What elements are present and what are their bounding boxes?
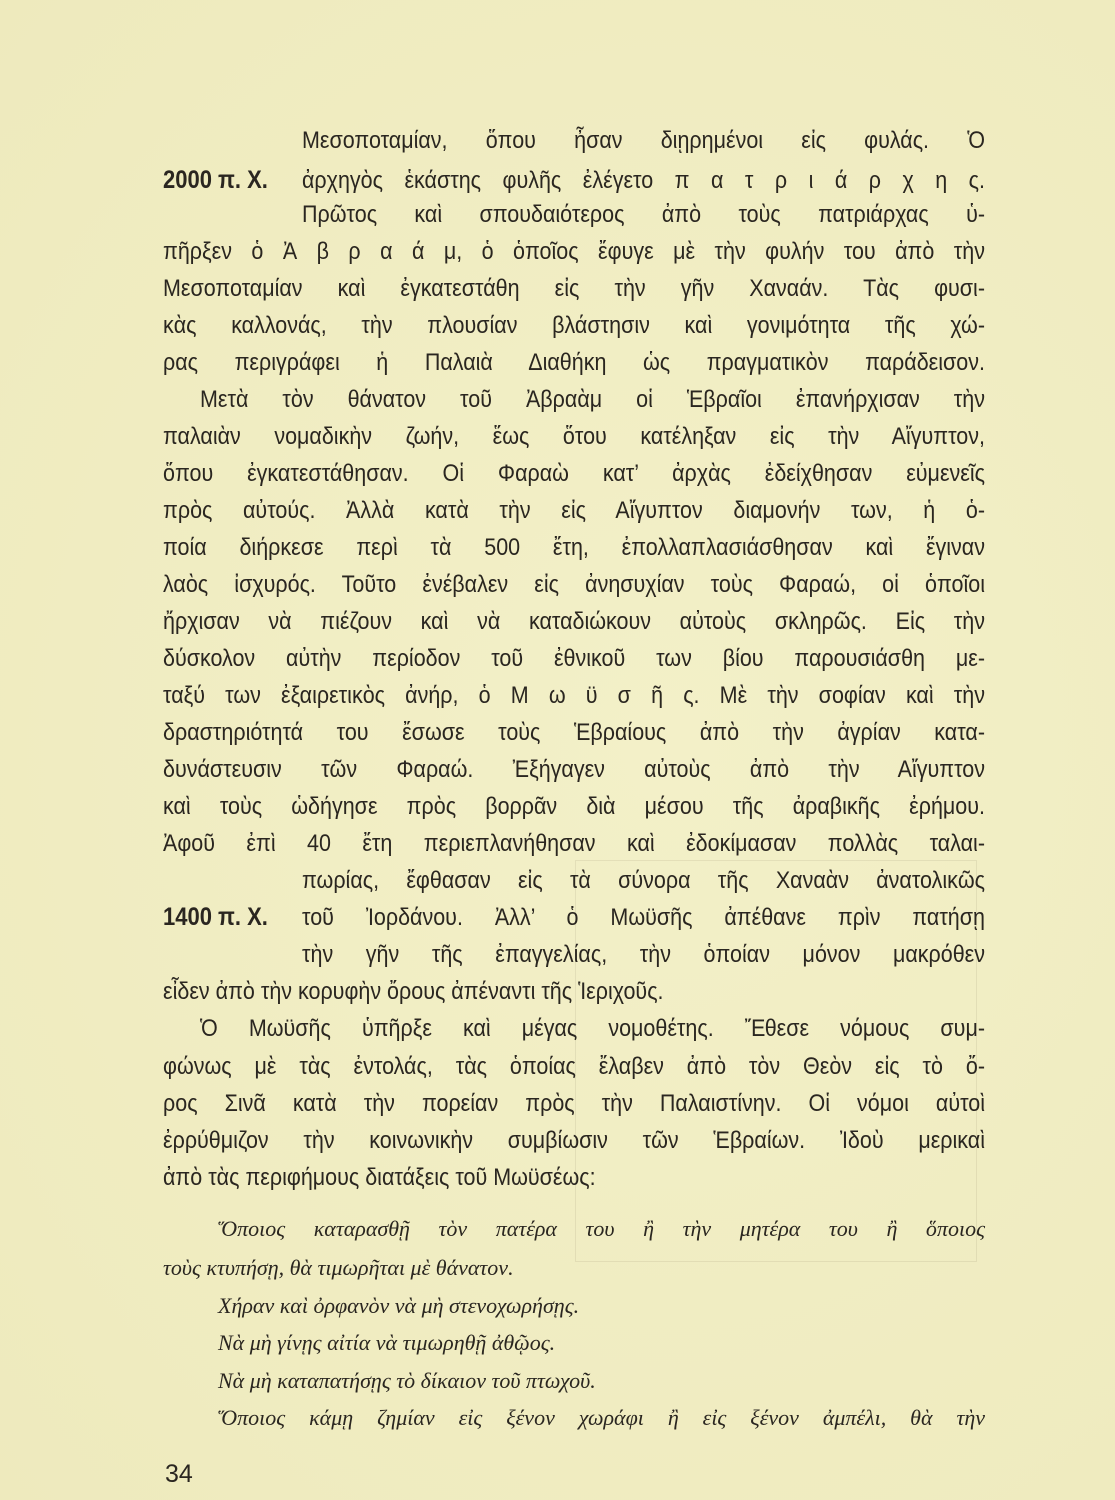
text-line: λαὸς ἰσχυρός. Τοῦτο ἐνέβαλεν εἰς ἀνησυχίαν τοὺς Φαραώ, οἱ ὁποῖοι: [163, 570, 985, 598]
law-quote-line: Νὰ μὴ γίνῃς αἰτία νὰ τιμωρηθῇ ἀθῷος.: [218, 1330, 556, 1355]
text-line: ποία διήρκεσε περὶ τὰ 500 ἔτη, ἐπολλαπλασιάσθησαν καὶ ἔγιναν: [163, 533, 985, 561]
text-line: Μεσοποταμίαν καὶ ἐγκατεστάθη εἰς τὴν γῆν Χαναάν. Τὰς φυσι-: [163, 274, 985, 302]
text-line: Μετὰ τὸν θάνατον τοῦ Ἀβραὰμ οἱ Ἑβραῖοι ἐπανήρχισαν τὴν: [200, 385, 985, 413]
text-line: Πρῶτος καὶ σπουδαιότερος ἀπὸ τοὺς πατριάρχας ὑ-: [302, 200, 985, 228]
text-line: εἶδεν ἀπὸ τὴν κορυφὴν ὄρους ἀπέναντι τῆς Ἱεριχοῦς.: [163, 977, 664, 1005]
text-line: παλαιὰν νομαδικὴν ζωήν, ἕως ὅτου κατέληξαν εἰς τὴν Αἴγυπτον,: [163, 422, 985, 450]
text-line: τὴν γῆν τῆς ἐπαγγελίας, τὴν ὁποίαν μόνον μακρόθεν: [302, 940, 985, 968]
law-quote-line: Νὰ μὴ καταπατήσῃς τὸ δίκαιον τοῦ πτωχοῦ.: [218, 1368, 596, 1393]
margin-note-date: 1400 π. Χ.: [163, 902, 268, 931]
text-line: ἤρχισαν νὰ πιέζουν καὶ νὰ καταδιώκουν αὐτοὺς σκληρῶς. Εἰς τὴν: [163, 607, 985, 635]
text-line: Μεσοποταμίαν, ὅπου ἦσαν διῃρημένοι εἰς φυλάς. Ὁ: [302, 126, 985, 154]
text-line: πωρίας, ἔφθασαν εἰς τὰ σύνορα τῆς Χαναὰν ἀνατολικῶς: [302, 866, 985, 894]
text-line: τοῦ Ἰορδάνου. Ἀλλ’ ὁ Μωϋσῆς ἀπέθανε πρὶν πατήσῃ: [302, 903, 985, 931]
margin-note-date: 2000 π. Χ.: [163, 165, 268, 194]
text-line: δραστηριότητά του ἔσωσε τοὺς Ἑβραίους ἀπὸ τὴν ἀγρίαν κατα-: [163, 718, 985, 746]
text-line: δυνάστευσιν τῶν Φαραώ. Ἐξήγαγεν αὐτοὺς ἀπὸ τὴν Αἴγυπτον: [163, 755, 985, 783]
law-quote-line: τοὺς κτυπήσῃ, θὰ τιμωρῆται μὲ θάνατον.: [163, 1255, 514, 1280]
law-quote-line: Χήραν καὶ ὀρφανὸν νὰ μὴ στενοχωρήσῃς.: [218, 1293, 580, 1318]
page-number: 34: [165, 1460, 193, 1488]
text-line: Ἀφοῦ ἐπὶ 40 ἔτη περιεπλανήθησαν καὶ ἐδοκίμασαν πολλὰς ταλαι-: [163, 829, 985, 857]
text-line: ρας περιγράφει ἡ Παλαιὰ Διαθήκη ὡς πραγματικὸν παράδεισον.: [163, 348, 985, 376]
text-line: καὶ τοὺς ὡδήγησε πρὸς βορρᾶν διὰ μέσου τῆς ἀραβικῆς ἐρήμου.: [163, 792, 985, 820]
text-line: Ὁ Μωϋσῆς ὑπῆρξε καὶ μέγας νομοθέτης. Ἔθεσε νόμους συμ-: [200, 1014, 985, 1042]
law-quote-line: Ὅποιος κάμῃ ζημίαν εἰς ξένον χωράφι ἢ εἰς ξένον ἀμπέλι, θὰ τὴν: [218, 1405, 985, 1430]
text-line: ἐρρύθμιζον τὴν κοινωνικὴν συμβίωσιν τῶν Ἑβραίων. Ἰδοὺ μερικαὶ: [163, 1126, 985, 1154]
text-line: πρὸς αὐτούς. Ἀλλὰ κατὰ τὴν εἰς Αἴγυπτον διαμονήν των, ἡ ὁ-: [163, 496, 985, 524]
text-line: ρος Σινᾶ κατὰ τὴν πορείαν πρὸς τὴν Παλαιστίνην. Οἱ νόμοι αὐτοὶ: [163, 1089, 985, 1117]
text-line: ἀρχηγὸς ἑκάστης φυλῆς ἐλέγετο π α τ ρ ι ά ρ χ η ς.: [302, 166, 985, 194]
text-line: κὰς καλλονάς, τὴν πλουσίαν βλάστησιν καὶ γονιμότητα τῆς χώ-: [163, 311, 985, 339]
text-line: δύσκολον αὐτὴν περίοδον τοῦ ἐθνικοῦ των βίου παρουσιάσθη με-: [163, 644, 985, 672]
text-line: ὅπου ἐγκατεστάθησαν. Οἱ Φαραὼ κατ’ ἀρχὰς ἐδείχθησαν εὐμενεῖς: [163, 459, 985, 487]
text-line: ταξύ των ἐξαιρετικὸς ἀνήρ, ὁ Μ ω ϋ σ ῆ ς. Μὲ τὴν σοφίαν καὶ τὴν: [163, 681, 985, 709]
text-line: πῆρξεν ὁ Ἀ β ρ α ά μ, ὁ ὁποῖος ἔφυγε μὲ τὴν φυλήν του ἀπὸ τὴν: [163, 237, 985, 265]
text-line: ἀπὸ τὰς περιφήμους διατάξεις τοῦ Μωϋσέως:: [163, 1163, 596, 1191]
text-line: φώνως μὲ τὰς ἐντολάς, τὰς ὁποίας ἔλαβεν ἀπὸ τὸν Θεὸν εἰς τὸ ὄ-: [163, 1052, 985, 1080]
law-quote-line: Ὅποιος καταρασθῇ τὸν πατέρα του ἢ τὴν μητέρα του ἢ ὅποιος: [218, 1216, 985, 1241]
